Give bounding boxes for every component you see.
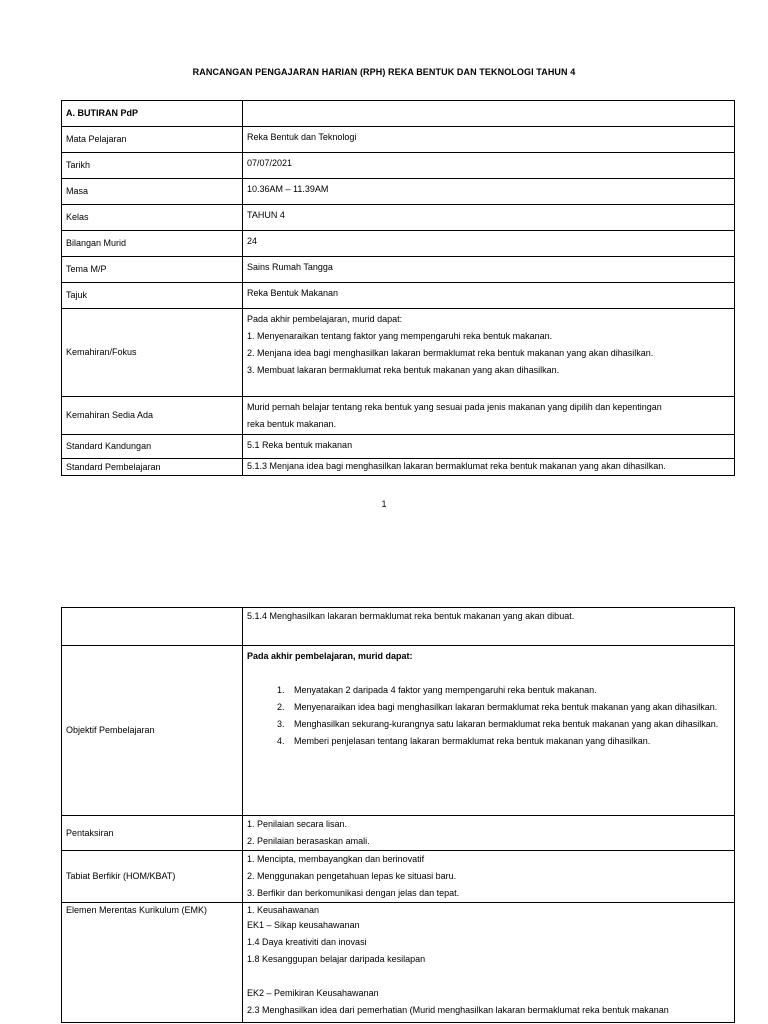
kemahiran-line: Pada akhir pembelajaran, murid dapat: (247, 314, 403, 324)
row-label-emk: Elemen Merentas Kurikulum (EMK) (62, 903, 243, 1023)
page-number: 1 (381, 499, 387, 509)
row-label-kemahiran-sedia-ada: Kemahiran Sedia Ada (62, 397, 243, 435)
pentaksiran-line: 1. Penilaian secara lisan. (247, 819, 348, 829)
document-title: RANCANGAN PENGAJARAN HARIAN (RPH) REKA BENTUK DAN TEKNOLOGI TAHUN 4 (192, 67, 576, 77)
objektif-list (247, 682, 730, 750)
butiran-pdp-table (61, 100, 735, 476)
tabiat-line: 2. Menggunakan pengetahuan lepas ke situasi baru. (247, 871, 457, 881)
row-value-kemahiran-sedia-ada (243, 397, 735, 435)
row-value-kelas: TAHUN 4 (243, 205, 735, 231)
row-value-masa: 10.36AM – 11.39AM (243, 179, 735, 205)
row-value-emk (243, 903, 735, 1023)
tabiat-line: 3. Berfikir dan berkomunikasi dengan jelas dan tepat. (247, 888, 460, 898)
row-label-pentaksiran: Pentaksiran (62, 816, 243, 851)
section-header-empty (243, 101, 735, 127)
row-label-standard-pembelajaran: Standard Pembelajaran (62, 459, 243, 476)
list-item: 2. Menyenaraikan idea bagi menghasilkan lakaran bermaklumat reka bentuk makanan yang akan dihasilkan. (287, 699, 730, 716)
row-value-standard-pembelajaran: 5.1.3 Menjana idea bagi menghasilkan lakaran bermaklumat reka bentuk makanan yang akan dihasilkan. (243, 459, 735, 476)
emk-line: 1. Keusahawanan (247, 905, 320, 915)
sedia-ada-line: Murid pernah belajar tentang reka bentuk yang sesuai pada jenis makanan yang dipilih dan kepentingan (247, 402, 662, 412)
row-value-tema: Sains Rumah Tangga (243, 257, 735, 283)
section-header: A. BUTIRAN PdP (62, 101, 243, 127)
emk-line: 2.3 Menghasilkan idea dari pemerhatian (Murid menghasilkan lakaran bermaklumat reka bentuk makanan (247, 1005, 669, 1015)
row-label-objektif: Objektif Pembelajaran (62, 646, 243, 816)
row-value-bilangan-murid: 24 (243, 231, 735, 257)
row-label-tajuk: Tajuk (62, 283, 243, 309)
row-label-kelas: Kelas (62, 205, 243, 231)
row-value-tarikh: 07/07/2021 (243, 153, 735, 179)
row-value-pentaksiran (243, 816, 735, 851)
emk-line: EK2 – Pemikiran Keusahawanan (247, 988, 379, 998)
objektif-table (61, 607, 735, 1023)
row-label-mata-pelajaran: Mata Pelajaran (62, 127, 243, 153)
tabiat-line: 1. Mencipta, membayangkan dan berinovatif (247, 854, 425, 864)
row-label-standard-kandungan: Standard Kandungan (62, 435, 243, 459)
row-label-kemahiran: Kemahiran/Fokus (62, 309, 243, 397)
row-value-kemahiran (243, 309, 735, 397)
pentaksiran-line: 2. Penilaian berasaskan amali. (247, 836, 370, 846)
row-value-sp-cont: 5.1.4 Menghasilkan lakaran bermaklumat reka bentuk makanan yang akan dibuat. (243, 608, 735, 646)
sedia-ada-line: reka bentuk makanan. (247, 419, 337, 429)
list-item: 3. Menghasilkan sekurang-kurangnya satu lakaran bermaklumat reka bentuk makanan yang akan dihasilkan. (287, 716, 730, 733)
emk-line: 1.4 Daya kreativiti dan inovasi (247, 937, 367, 947)
row-label-masa: Masa (62, 179, 243, 205)
emk-line: EK1 – Sikap keusahawanan (247, 920, 360, 930)
kemahiran-line: 3. Membuat lakaran bermaklumat reka bentuk makanan yang akan dihasilkan. (247, 365, 560, 375)
row-label-bilangan-murid: Bilangan Murid (62, 231, 243, 257)
row-value-mata-pelajaran: Reka Bentuk dan Teknologi (243, 127, 735, 153)
list-item: 4. Memberi penjelasan tentang lakaran bermaklumat reka bentuk makanan yang dihasilkan. (287, 733, 730, 750)
kemahiran-line: 2. Menjana idea bagi menghasilkan lakaran bermaklumat reka bentuk makanan yang akan dihasilkan. (247, 348, 654, 358)
row-label-tema: Tema M/P (62, 257, 243, 283)
row-label-tarikh: Tarikh (62, 153, 243, 179)
emk-line: 1.8 Kesanggupan belajar daripada kesilapan (247, 954, 426, 964)
row-label-tabiat: Tabiat Berfikir (HOM/KBAT) (62, 851, 243, 903)
objektif-intro: Pada akhir pembelajaran, murid dapat: (247, 651, 413, 661)
row-value-tajuk: Reka Bentuk Makanan (243, 283, 735, 309)
list-item: 1. Menyatakan 2 daripada 4 faktor yang mempengaruhi reka bentuk makanan. (287, 682, 730, 699)
row-value-standard-kandungan: 5.1 Reka bentuk makanan (243, 435, 735, 459)
sp-cont-label-empty (62, 608, 243, 646)
row-value-tabiat (243, 851, 735, 903)
kemahiran-line: 1. Menyenaraikan tentang faktor yang mempengaruhi reka bentuk makanan. (247, 331, 553, 341)
row-value-objektif (243, 646, 735, 816)
